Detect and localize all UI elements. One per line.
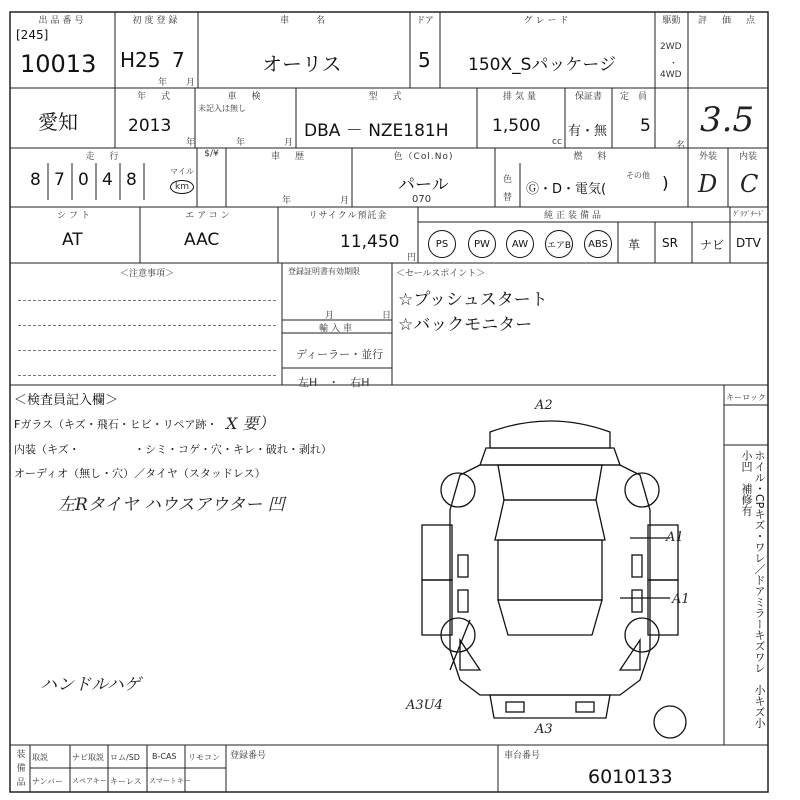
equip-navi: ナビ: [700, 238, 725, 252]
import-handle: 左H ・ 右H: [298, 376, 370, 389]
mileage-digit-2: 7: [54, 170, 65, 190]
displacement-label: 排気量: [502, 92, 539, 102]
equip-aw-label: AW: [506, 230, 534, 258]
history-year-unit: 年: [282, 196, 292, 206]
warranty-label: 保証書: [574, 92, 602, 102]
equipment-label: 純正装備品: [543, 211, 604, 221]
notes-line-4: [18, 375, 276, 376]
sales-points-label: ＜セールスポイント＞: [396, 269, 486, 279]
import-dealer: ディーラー・並行: [296, 348, 384, 361]
inspector-handwritten-2: ハンドルハゲ: [40, 675, 141, 695]
aircon-value: AAC: [184, 230, 220, 250]
warranty-value: 有・無: [568, 124, 608, 139]
mileage-unit-km: km: [170, 180, 194, 194]
equip-ps-label: PS: [428, 230, 456, 258]
sales-point-2: ☆バックモニター: [398, 315, 533, 335]
capacity-label: 定 員: [619, 92, 647, 102]
inspector-line-2: 内装（キズ・: [14, 443, 80, 456]
bottom-item-plate: ナンバー: [32, 777, 64, 786]
shift-label: シフト: [56, 211, 93, 221]
key-lock-label: キーロック: [726, 393, 766, 402]
int-score-label: 内装: [738, 152, 757, 162]
grade-value: 150X_Sパッケージ: [468, 55, 617, 75]
car-name-value: オーリス: [262, 52, 342, 76]
inspector-line-2-rest: ・シミ・コゲ・穴・キレ・破れ・剥れ）: [134, 443, 332, 456]
inspector-line-1-hand: X 要）: [226, 414, 275, 433]
drive-sep: ・: [669, 59, 679, 69]
equip-dtv: DTV: [736, 236, 761, 250]
ext-score-label: 外装: [698, 152, 717, 162]
score-label: 評 価 点: [697, 16, 758, 26]
reg-expiry-day: 日: [382, 311, 392, 321]
mileage-digit-3: 0: [78, 170, 89, 190]
displacement-value: 1,500: [492, 116, 541, 136]
equip-leather: 革: [628, 238, 641, 252]
bottom-item-navi-manual: ナビ取説: [72, 753, 104, 762]
chassis-label: 車台番号: [504, 751, 541, 761]
equip-pw: [468, 230, 496, 258]
recycle-unit: 円: [407, 253, 417, 263]
fuel-label: 燃 料: [573, 152, 610, 162]
inspection-month-unit: 月: [284, 138, 294, 148]
bottom-side-1: 装: [16, 750, 26, 760]
inspection-year-unit: 年: [236, 138, 246, 148]
drive-2wd: 2WD: [660, 42, 682, 52]
mileage-unit-mile: マイル: [170, 167, 194, 176]
fuel-options: Ⓖ・D・電気(: [526, 182, 607, 197]
aircon-label: エアコン: [185, 211, 233, 221]
doors-value: 5: [418, 48, 431, 72]
chassis-value: 6010133: [588, 766, 673, 788]
equip-ps: [428, 230, 456, 258]
equip-abs-label: ABS: [584, 230, 612, 258]
capacity-unit: 名: [676, 141, 686, 151]
bottom-item-smart-key: スマートキー: [149, 777, 191, 785]
equip-aw: [506, 230, 534, 258]
displacement-unit: cc: [552, 137, 562, 147]
lot-number: 10013: [20, 50, 97, 78]
notes-line-2: [18, 325, 276, 326]
bottom-side-2: 備: [16, 764, 26, 774]
recycle-value: 11,450: [340, 232, 400, 252]
bottom-item-spare-key: スペアキー: [72, 777, 107, 785]
sales-point-1: ☆プッシュスタート: [398, 290, 548, 310]
model-year-value: 2013: [128, 116, 172, 136]
reg-expiry-month: 月: [325, 311, 335, 321]
fuel-close-paren: ): [662, 174, 669, 194]
lot-label: 出品番号: [38, 16, 87, 26]
inspector-line-1: Fガラス（キズ・飛石・ヒビ・リペア跡・: [14, 418, 218, 431]
first-reg-label: 初度登録: [132, 16, 181, 26]
drive-label: 駆動: [662, 16, 681, 26]
color-code: 070: [412, 194, 432, 205]
equip-sr: SR: [662, 236, 678, 250]
bottom-side-label: [14, 748, 28, 790]
equip-airbag: [545, 230, 573, 258]
inspector-line-3: オーディオ（無し・穴）／タイヤ（スタッドレス）: [14, 467, 266, 480]
bottom-item-keyless: キーレス: [110, 777, 142, 786]
mark-right-lower: A1: [672, 592, 690, 607]
color-change-2: 替: [503, 193, 513, 203]
damage-legend: ホイル・CPキズ・ワレ／ドアミラーキズワレ 小キズ小 小凹 補修有: [740, 450, 766, 740]
history-label: 車 歴: [270, 152, 307, 162]
model-year-unit: 年: [186, 138, 196, 148]
bottom-item-bcas: B-CAS: [152, 752, 177, 761]
reg-expiry-label: 登録証明書有効期限: [288, 267, 360, 276]
grade-label: グレード: [523, 16, 572, 26]
bottom-item-remote: リモコン: [188, 753, 220, 762]
bottom-item-rom: ロム/SD: [110, 753, 140, 762]
int-score-value: C: [740, 170, 759, 198]
reg-no-label: 登録番号: [230, 751, 267, 761]
inspection-sub: 未記入は無し: [198, 104, 246, 113]
color-label: 色（Col.No): [393, 152, 454, 162]
region-value: 愛知: [38, 110, 78, 134]
model-year-label: 年 式: [136, 92, 173, 102]
first-reg-month: 7: [172, 48, 185, 72]
drive-4wd: 4WD: [660, 70, 682, 80]
mileage-digit-1: 8: [30, 170, 41, 190]
history-month-unit: 月: [340, 196, 350, 206]
car-name-label: 車 名: [279, 16, 328, 26]
recycle-label: リサイクル預託金: [308, 211, 388, 221]
equip-airbag-label: エアB: [545, 230, 573, 258]
shift-value: AT: [62, 230, 83, 250]
mark-front: A2: [535, 398, 553, 413]
first-reg-year-unit: 年: [158, 78, 168, 88]
equip-pw-label: PW: [468, 230, 496, 258]
type-label: 型 式: [368, 92, 405, 102]
notes-line-3: [18, 350, 276, 351]
inspector-label: ＜検査員記入欄＞: [14, 393, 119, 408]
lot-corner: [245]: [16, 28, 49, 42]
type-value: DBA － NZE181H: [304, 121, 449, 141]
notes-label: ＜注意事項＞: [120, 269, 175, 279]
bottom-item-manual: 取説: [32, 753, 48, 762]
fuel-other: その他: [626, 171, 650, 180]
car-diagram: [420, 400, 720, 745]
import-label: 輸入車: [318, 324, 355, 334]
mileage-label: 走 行: [85, 152, 122, 162]
mileage-digit-5: 8: [126, 170, 137, 190]
first-reg-era: H25: [120, 48, 161, 72]
color-change-1: 色: [503, 175, 513, 185]
first-reg-month-unit: 月: [186, 78, 196, 88]
inspector-handwritten-1: 左Rタイヤ ハウスアウター 凹: [58, 495, 285, 515]
mileage-digit-4: 4: [102, 170, 113, 190]
ext-score-value: D: [698, 170, 718, 198]
equipment-corner: ｸﾞﾗﾌﾞﾁｰﾄﾞ: [733, 210, 765, 218]
bottom-side-3: 品: [16, 778, 26, 788]
color-value: パール: [398, 175, 449, 195]
mark-rear: A3: [535, 722, 553, 737]
inspection-label: 車 検: [227, 92, 264, 102]
doors-label: ドア: [416, 16, 434, 26]
mark-right-upper: A1: [666, 530, 684, 545]
score-value: 3.5: [700, 100, 755, 140]
steering-label: $/¥: [204, 149, 219, 159]
capacity-value: 5: [640, 116, 651, 136]
notes-line-1: [18, 300, 276, 301]
mark-left-lower: A3U4: [406, 698, 443, 713]
equip-abs: [584, 230, 612, 258]
